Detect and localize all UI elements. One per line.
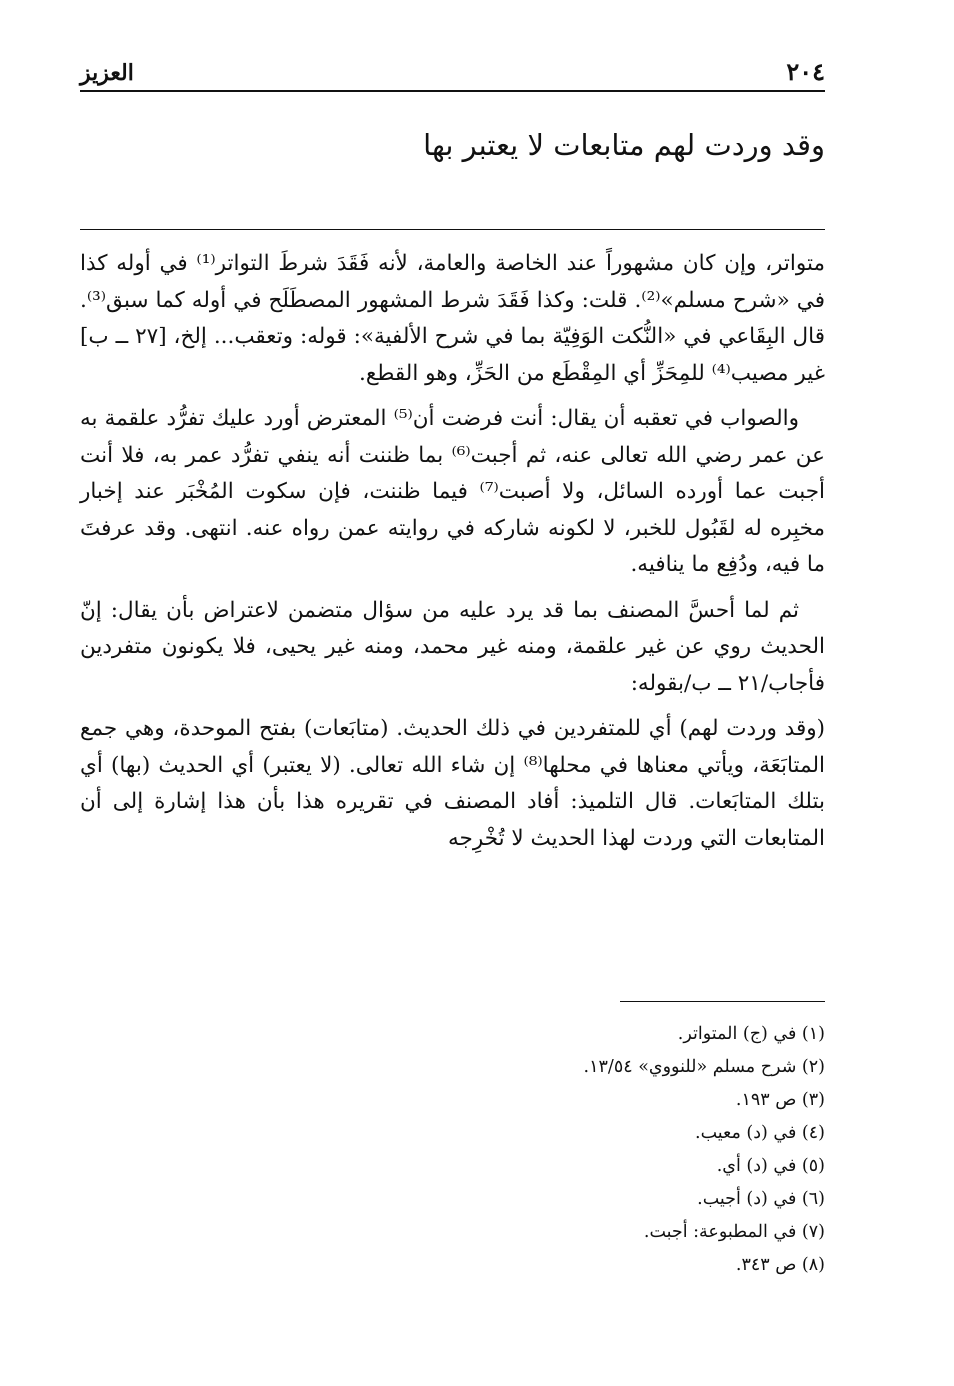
page-number: ٢٠٤ [786,57,825,86]
footnote-8: (٨) ص ٣٤٣. [735,1255,825,1275]
footnote-2: (٢) شرح مسلم «للنووي» ١٣/٥٤. [583,1057,825,1077]
matn-quote: وقد وردت لهم متابعات لا يعتبر بها [423,128,825,162]
paragraph-1: متواتر، وإن كان مشهوراً عند الخاصة والعامة، لأنه فَقَدَ شرطَ التواتر⁽¹⁾ في أوله كذا في «شرح مسلم»⁽²⁾. قلت: وكذا فَقَدَ شرط المشهور المصطَلَح في أوله كما سبق⁽³⁾. قال البِقَاعي في «النُّكت الوَفِيّة بما في شرح الألفية»: قوله: وتعقب... إلخ، [٢٧ ــ ب] غير مصيب⁽⁴⁾ للمِحَزِّ أي المِقْطَع من الحَزِّ، وهو القطع. [80,251,826,386]
page-header [80,52,825,92]
footnote-4: (٤) في (د) معيب. [695,1123,825,1143]
matn-divider [80,229,825,230]
footnote-1: (١) في (ج) المتواتر. [677,1024,825,1044]
footnote-divider [620,1001,825,1002]
footnote-5: (٥) في (د) أي. [716,1156,825,1176]
paragraph-3: ثم لما أحسَّ المصنف بما قد يرد عليه من سؤال متضمن لاعتراض بأن يقال: إنّ الحديث روي عن غير علقمة، ومنه غير محمد، ومنه غير يحيى، فلا يكونون متفردين فأجاب/٢١ ــ ب/بقوله: [80,597,825,696]
paragraph-2: والصواب في تعقبه أن يقال: أنت فرضت أن⁽⁵⁾ المعترض أورد عليك تفرُّد علقمة به عن عمر رضي الله تعالى عنه، ثم أجبت⁽⁶⁾ بما ظننت أنه ينفي تفرُّد عمر به، فلا أنت أجبت عما أورده السائل، ولا أصبت⁽⁷⁾ فيما ظننت، فإن سكوت المُخْبَر عند إخبار مخبِره له لقَبُول للخبر، لا لكونه شاركه في روايته عمن رواه عنه. انتهى. وقد عرفتَ ما فيه، ودُفِع ما ينافيه. [80,406,826,577]
running-title: العزيز [80,60,134,86]
footnote-7: (٧) في المطبوعة: أجبت. [643,1222,825,1242]
footnote-3: (٣) ص ١٩٣. [735,1090,825,1110]
footnotes-list [80,1018,825,1282]
commentary-body [80,246,825,866]
paragraph-4: (وقد وردت لهم) أي للمتفردين في ذلك الحديث. (متابَعات) بفتح الموحدة، وهي جمع المتابَعَة، ويأتي معناها في محلها⁽⁸⁾ إن شاء الله تعالى. (لا يعتبر) أي الحديث (بها) أي بتلك المتابَعات. قال التلميذ: أفاد المصنف في تقريره هذا بأن هذا إشارة إلى أن المتابعات التي وردت لهذا الحديث لا تُخْرِجه [80,716,825,851]
footnote-6: (٦) في (د) أجيب. [697,1189,825,1209]
